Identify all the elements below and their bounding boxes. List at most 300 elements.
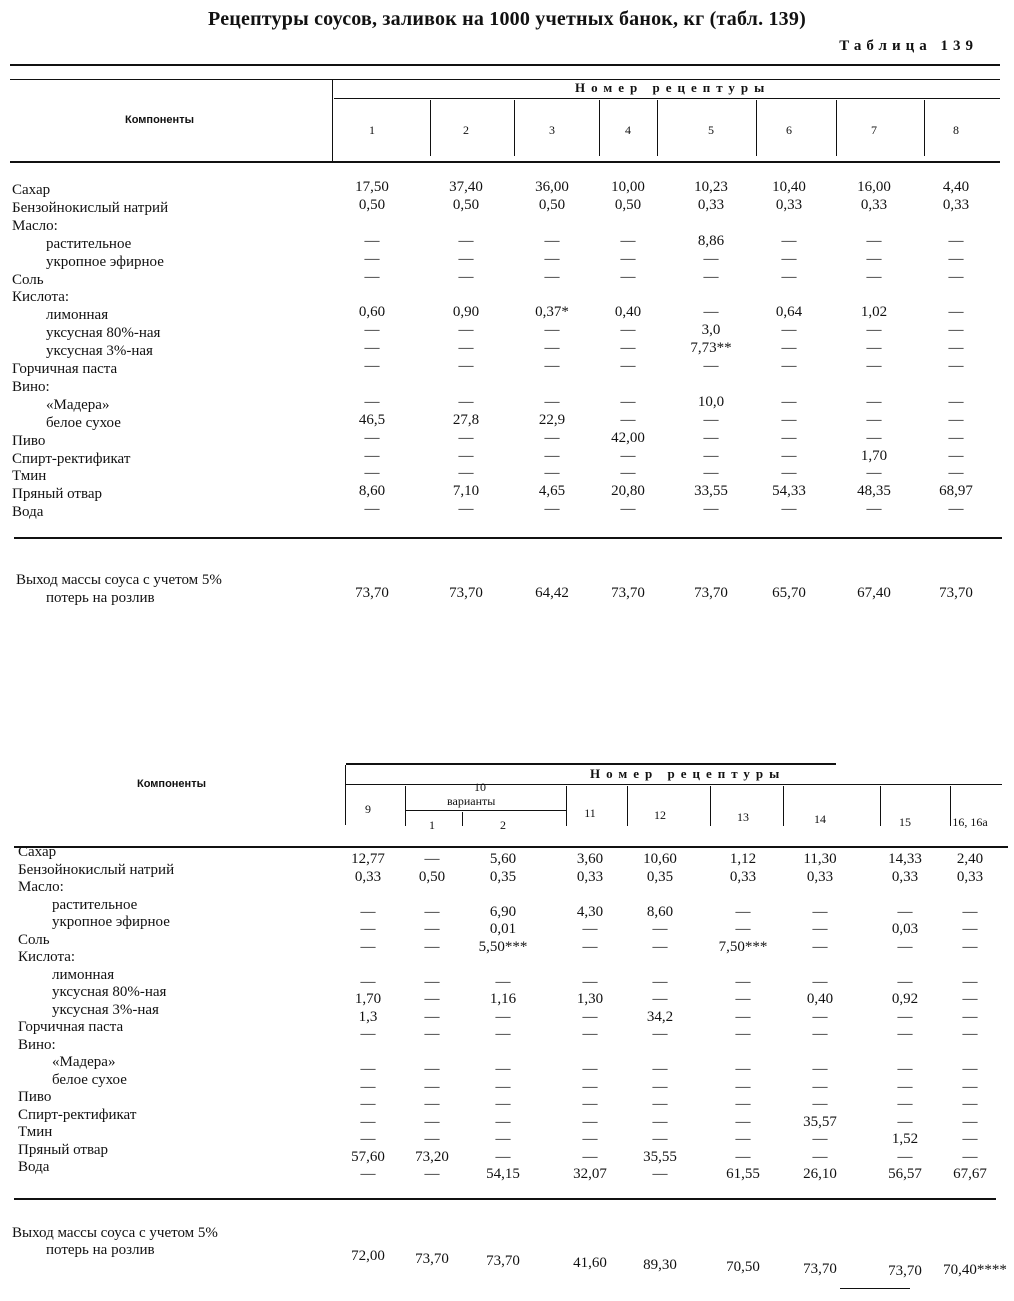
table-cell: —	[544, 232, 560, 249]
row-label: Масло:	[18, 879, 64, 895]
yield-label-line1: Выход массы соуса с учетом 5%	[16, 572, 222, 588]
table-cell: 35,55	[643, 1148, 677, 1165]
table-cell: —	[458, 447, 474, 464]
table-cell: —	[866, 501, 882, 518]
column-number: 3	[549, 123, 555, 137]
table-cell: —	[735, 921, 751, 937]
table-cell: —	[948, 393, 964, 410]
table-cell: —	[652, 938, 668, 955]
table-cell: 0,33	[806, 868, 834, 885]
table-cell: —	[735, 1113, 751, 1130]
table-cell: —	[948, 304, 964, 321]
table-cell: 57,60	[351, 1148, 385, 1165]
column-number-variant: 1	[429, 818, 435, 832]
table-2-top-rule	[346, 763, 836, 765]
table-cell: —	[652, 921, 668, 937]
table-cell: 37,40	[449, 179, 483, 195]
table-cell: 0,50	[452, 196, 480, 213]
table-cell: —	[812, 1131, 828, 1147]
table-cell: 26,10	[803, 1166, 837, 1182]
row-label: Пиво	[12, 432, 46, 449]
table-cell: 0,64	[775, 304, 803, 321]
table-1-top-rule	[10, 64, 1000, 66]
table-cell: —	[620, 340, 636, 357]
table-cell: —	[897, 973, 913, 990]
table-cell: —	[735, 991, 751, 1007]
table-cell: 0,33	[775, 196, 803, 213]
row-label: Пряный отвар	[12, 486, 103, 503]
row-label: Вино:	[12, 378, 50, 395]
column-number: 1	[369, 123, 375, 137]
table-cell: 56,57	[888, 1166, 922, 1182]
col-divider	[430, 100, 431, 156]
table-cell: —	[495, 1096, 511, 1112]
table-cell: 4,40	[942, 179, 970, 195]
table-cell: —	[424, 1078, 440, 1095]
table-cell: 32,07	[573, 1166, 607, 1182]
table-cell: —	[544, 465, 560, 482]
row-label: Бензойнокислый натрий	[12, 199, 169, 216]
table-cell: 16,00	[857, 179, 891, 195]
table-cell: —	[812, 1026, 828, 1042]
table-cell: —	[948, 429, 964, 446]
table-cell: 0,35	[646, 868, 674, 885]
table-cell: —	[495, 1148, 511, 1165]
table-cell: —	[620, 358, 636, 374]
table-cell: —	[652, 1166, 668, 1182]
yield-value: 73,70	[939, 585, 973, 601]
yield-value: 64,42	[535, 585, 569, 601]
table-cell: —	[897, 1008, 913, 1025]
table-cell: 0,03	[891, 921, 919, 937]
table-cell: —	[703, 268, 719, 285]
table-cell: —	[582, 938, 598, 955]
table-cell: —	[424, 1096, 440, 1112]
components-header: Компоненты	[125, 114, 194, 126]
table-cell: —	[424, 1131, 440, 1147]
col10-header: 10	[474, 780, 486, 794]
row-label: лимонная	[46, 307, 109, 324]
components-header: Компоненты	[137, 778, 206, 790]
table-cell: 1,70	[860, 447, 888, 464]
row-label: Соль	[12, 271, 44, 288]
table-cell: —	[582, 921, 598, 937]
row-label: Горчичная паста	[12, 361, 118, 377]
table-cell: 0,90	[452, 304, 480, 321]
row-label: Кислота:	[12, 289, 70, 306]
table-cell: 0,33	[576, 868, 604, 885]
yield-value: 70,40****	[943, 1262, 1007, 1278]
table-cell: —	[360, 1113, 376, 1130]
table-cell: 10,23	[694, 179, 728, 195]
table-1-yield-rule	[14, 537, 1002, 539]
table-cell: —	[544, 340, 560, 357]
table-cell: —	[781, 429, 797, 446]
table-cell: 1,30	[576, 991, 604, 1007]
table-cell: —	[948, 501, 964, 518]
table-cell: —	[424, 1008, 440, 1025]
table-1-body-rule	[10, 161, 1000, 163]
yield-label-line2: потерь на розлив	[46, 1242, 155, 1258]
table-cell: —	[652, 1078, 668, 1095]
table-cell: 3,60	[576, 851, 604, 867]
row-label: «Мадера»	[46, 396, 110, 413]
table-cell: —	[703, 429, 719, 446]
col-divider	[627, 786, 628, 826]
column-number: 6	[786, 123, 792, 137]
yield-value: 73,70	[355, 585, 389, 601]
column-number: 2	[463, 123, 469, 137]
table-cell: 0,50	[538, 196, 566, 213]
table-cell: —	[424, 938, 440, 955]
table-cell: 14,33	[888, 851, 922, 867]
table-cell: 36,00	[535, 179, 569, 195]
col-divider	[756, 100, 757, 156]
table-cell: —	[360, 1096, 376, 1112]
table-cell: —	[897, 1061, 913, 1077]
yield-value: 73,70	[694, 585, 728, 601]
row-label: Спирт-ректификат	[12, 450, 131, 467]
table-cell: —	[620, 447, 636, 464]
col-divider	[924, 100, 925, 156]
table-cell: —	[458, 393, 474, 410]
table-2-variants-rule	[406, 810, 566, 811]
row-label: Сахар	[12, 182, 51, 198]
row-label: Тмин	[18, 1124, 53, 1140]
table-cell: —	[703, 250, 719, 267]
row-label: растительное	[46, 235, 132, 252]
table-cell: —	[582, 1131, 598, 1147]
row-label: лимонная	[52, 966, 115, 983]
table-2-yield-rule	[14, 1198, 996, 1200]
table-cell: —	[812, 938, 828, 955]
table-cell: —	[948, 358, 964, 374]
table-cell: —	[544, 447, 560, 464]
table-cell: 34,2	[646, 1008, 674, 1025]
table-cell: —	[897, 1148, 913, 1165]
table-cell: 10,40	[772, 179, 806, 195]
table-cell: —	[652, 1061, 668, 1077]
table-cell: —	[781, 501, 797, 518]
yield-value: 72,00	[351, 1248, 385, 1264]
table-cell: —	[962, 1148, 978, 1165]
table-cell: —	[582, 1096, 598, 1112]
table-cell: —	[897, 1096, 913, 1112]
table-cell: —	[620, 232, 636, 249]
table-cell: —	[544, 501, 560, 518]
table-cell: —	[458, 232, 474, 249]
table-cell: 5,60	[489, 851, 517, 867]
table-cell: —	[458, 429, 474, 446]
row-label: Тмин	[12, 468, 47, 485]
table-cell: —	[897, 1113, 913, 1130]
table-cell: —	[652, 991, 668, 1007]
table-1-header-rule	[10, 79, 1000, 80]
table-cell: —	[364, 465, 380, 482]
table-cell: —	[962, 1008, 978, 1025]
table-cell: —	[424, 851, 440, 867]
row-label: Кислота:	[18, 949, 76, 965]
table-cell: —	[495, 1078, 511, 1095]
table-cell: —	[495, 1131, 511, 1147]
table-cell: —	[703, 501, 719, 518]
table-cell: —	[495, 1008, 511, 1025]
table-cell: —	[812, 1078, 828, 1095]
table-cell: 67,67	[953, 1166, 987, 1182]
table-cell: —	[544, 250, 560, 267]
table-cell: —	[652, 1131, 668, 1147]
table-cell: —	[458, 268, 474, 285]
table-cell: —	[360, 921, 376, 937]
table-cell: —	[897, 903, 913, 920]
table-2-bottom-mark	[840, 1288, 910, 1289]
table-cell: —	[582, 1113, 598, 1130]
table-cell: —	[703, 465, 719, 482]
yield-value: 65,70	[772, 585, 806, 601]
table-cell: —	[735, 1026, 751, 1042]
table-cell: —	[781, 340, 797, 357]
table-cell: —	[812, 903, 828, 920]
yield-label-line2: потерь на розлив	[46, 590, 155, 606]
table-cell: —	[866, 465, 882, 482]
table-cell: 61,55	[726, 1166, 760, 1182]
table-cell: —	[948, 268, 964, 285]
table-cell: 0,50	[614, 196, 642, 213]
table-cell: 0,50	[418, 868, 446, 885]
table-cell: 0,40	[614, 304, 642, 321]
table-cell: 1,02	[860, 304, 888, 321]
table-cell: —	[703, 447, 719, 464]
table-cell: —	[735, 1078, 751, 1095]
table-cell: —	[424, 1026, 440, 1042]
table-cell: 6,90	[489, 903, 517, 920]
table-cell: —	[962, 921, 978, 937]
column-number: 8	[953, 123, 959, 137]
table-cell: 7,50***	[718, 938, 768, 955]
table-cell: —	[544, 429, 560, 446]
table-1-stub-divider	[332, 79, 333, 161]
table-cell: —	[620, 465, 636, 482]
table-cell: —	[458, 340, 474, 357]
yield-value: 70,50	[726, 1259, 760, 1275]
table-cell: 73,20	[415, 1148, 449, 1165]
table-cell: —	[812, 921, 828, 937]
row-label: Спирт-ректификат	[18, 1106, 137, 1123]
table-cell: 10,00	[611, 179, 645, 195]
table-cell: —	[962, 1061, 978, 1077]
yield-value: 73,70	[449, 585, 483, 601]
table-cell: —	[424, 1166, 440, 1182]
table-cell: 22,9	[538, 411, 566, 428]
table-cell: —	[948, 340, 964, 357]
row-label: Пряный отвар	[18, 1141, 109, 1158]
table-cell: —	[364, 393, 380, 410]
table-cell: 11,30	[803, 851, 837, 867]
table-cell: —	[866, 250, 882, 267]
table-cell: —	[360, 1078, 376, 1095]
table-cell: —	[424, 1113, 440, 1130]
table-cell: —	[948, 447, 964, 464]
row-label: растительное	[52, 896, 138, 913]
table-cell: —	[544, 268, 560, 285]
table-cell: —	[812, 1148, 828, 1165]
table-cell: 0,01	[489, 921, 517, 937]
table-cell: 20,80	[611, 483, 645, 500]
table-cell: 0,60	[358, 304, 386, 321]
table-cell: 4,30	[576, 903, 604, 920]
table-cell: —	[962, 903, 978, 920]
column-number: 12	[654, 808, 666, 822]
recipe-number-header: Номер рецептуры	[590, 766, 786, 781]
row-label: белое сухое	[52, 1071, 127, 1088]
table-cell: 0,50	[358, 196, 386, 213]
column-number: 13	[737, 810, 749, 824]
col-divider	[657, 100, 658, 156]
yield-value: 67,40	[857, 585, 891, 601]
table-cell: —	[652, 1026, 668, 1042]
row-label: уксусная 3%-ная	[52, 1001, 159, 1018]
yield-value: 89,30	[643, 1257, 677, 1273]
table-cell: —	[948, 232, 964, 249]
row-label: Пиво	[18, 1089, 52, 1105]
table-cell: 46,5	[358, 411, 386, 428]
table-cell: —	[364, 447, 380, 464]
table-cell: —	[582, 1008, 598, 1025]
table-cell: 35,57	[803, 1113, 837, 1130]
table-cell: —	[364, 268, 380, 285]
table-cell: —	[620, 393, 636, 410]
row-label: укропное эфирное	[46, 253, 164, 270]
table-cell: —	[458, 322, 474, 339]
table-cell: 10,0	[697, 393, 725, 410]
col-divider	[783, 786, 784, 826]
table-cell: —	[866, 232, 882, 249]
column-number: 14	[814, 812, 826, 826]
table-cell: —	[424, 991, 440, 1007]
row-label: Вино:	[18, 1036, 56, 1053]
table-cell: 33,55	[694, 483, 728, 500]
column-number: 4	[625, 123, 631, 137]
table-cell: —	[812, 1096, 828, 1112]
row-label: белое сухое	[46, 414, 121, 431]
table-cell: —	[962, 973, 978, 990]
table-cell: —	[962, 1026, 978, 1042]
table-cell: —	[582, 1061, 598, 1077]
page-title: Рецептуры соусов, заливок на 1000 учетных банок, кг (табл. 139)	[208, 8, 806, 30]
column-number-variant: 2	[500, 818, 506, 832]
table-cell: 4,65	[538, 483, 566, 500]
table-cell: —	[781, 465, 797, 482]
table-cell: —	[652, 1113, 668, 1130]
table-cell: —	[812, 1008, 828, 1025]
row-label: Бензойнокислый натрий	[18, 861, 175, 878]
column-number: 9	[365, 802, 371, 816]
table-cell: —	[364, 429, 380, 446]
row-label: Горчичная паста	[18, 1019, 124, 1035]
table-cell: —	[962, 938, 978, 955]
table-cell: —	[781, 322, 797, 339]
table-cell: 1,16	[489, 991, 517, 1007]
table-cell: —	[866, 268, 882, 285]
table-cell: —	[360, 1131, 376, 1147]
table-cell: —	[948, 411, 964, 428]
table-cell: —	[582, 1078, 598, 1095]
yield-value: 73,70	[611, 585, 645, 601]
table-cell: 7,73**	[690, 340, 732, 357]
yield-label-line1: Выход массы соуса с учетом 5%	[12, 1225, 218, 1241]
table-cell: —	[812, 973, 828, 990]
table-cell: 42,00	[611, 429, 645, 446]
row-label: Вода	[18, 1159, 50, 1175]
table-cell: —	[703, 304, 719, 321]
table-cell: —	[735, 1008, 751, 1025]
table-cell: —	[364, 250, 380, 267]
table-cell: —	[652, 973, 668, 990]
table-cell: 0,33	[860, 196, 888, 213]
column-number: 7	[871, 123, 877, 137]
table-cell: 12,77	[351, 851, 385, 867]
row-label: Вода	[12, 504, 44, 521]
col-divider	[514, 100, 515, 156]
table-cell: —	[897, 1026, 913, 1042]
table-cell: —	[948, 250, 964, 267]
table-cell: —	[360, 1061, 376, 1077]
table-cell: 68,97	[939, 483, 973, 500]
table-cell: 7,10	[452, 483, 480, 500]
table-cell: —	[781, 358, 797, 374]
table-cell: —	[962, 1131, 978, 1147]
table-2-body-rule	[14, 846, 1008, 848]
table-cell: 0,33	[891, 868, 919, 885]
table-cell: 0,92	[891, 991, 919, 1007]
table-cell: —	[360, 903, 376, 920]
table-cell: —	[620, 322, 636, 339]
table-cell: —	[360, 938, 376, 955]
table-cell: —	[948, 322, 964, 339]
table-cell: —	[495, 1026, 511, 1042]
table-cell: —	[897, 1078, 913, 1095]
recipe-number-header: Номер рецептуры	[575, 80, 771, 95]
row-label: уксусная 80%-ная	[46, 325, 161, 342]
table-cell: —	[544, 393, 560, 410]
table-cell: —	[582, 973, 598, 990]
table-cell: —	[582, 1026, 598, 1042]
table-cell: 0,33	[354, 868, 382, 885]
column-number: 11	[584, 806, 596, 820]
table-cell: —	[735, 1096, 751, 1112]
col-divider	[462, 812, 463, 826]
table-cell: —	[781, 393, 797, 410]
table-2-header-rule	[346, 784, 1002, 785]
table-1-subheader-rule	[334, 98, 1000, 99]
table-cell: 54,15	[486, 1166, 520, 1182]
table-cell: —	[620, 268, 636, 285]
row-label: Соль	[18, 931, 50, 948]
table-cell: 17,50	[355, 179, 389, 195]
col-divider	[710, 786, 711, 826]
table-cell: —	[495, 1061, 511, 1077]
table-cell: 5,50***	[478, 938, 528, 955]
table-cell: —	[781, 447, 797, 464]
table-cell: —	[948, 465, 964, 482]
table-cell: —	[458, 358, 474, 374]
table-cell: —	[544, 358, 560, 374]
table-cell: —	[424, 903, 440, 920]
row-label: Сахар	[18, 844, 57, 860]
row-label: укропное эфирное	[52, 914, 170, 930]
column-number: 15	[899, 815, 911, 829]
table-cell: —	[703, 358, 719, 374]
